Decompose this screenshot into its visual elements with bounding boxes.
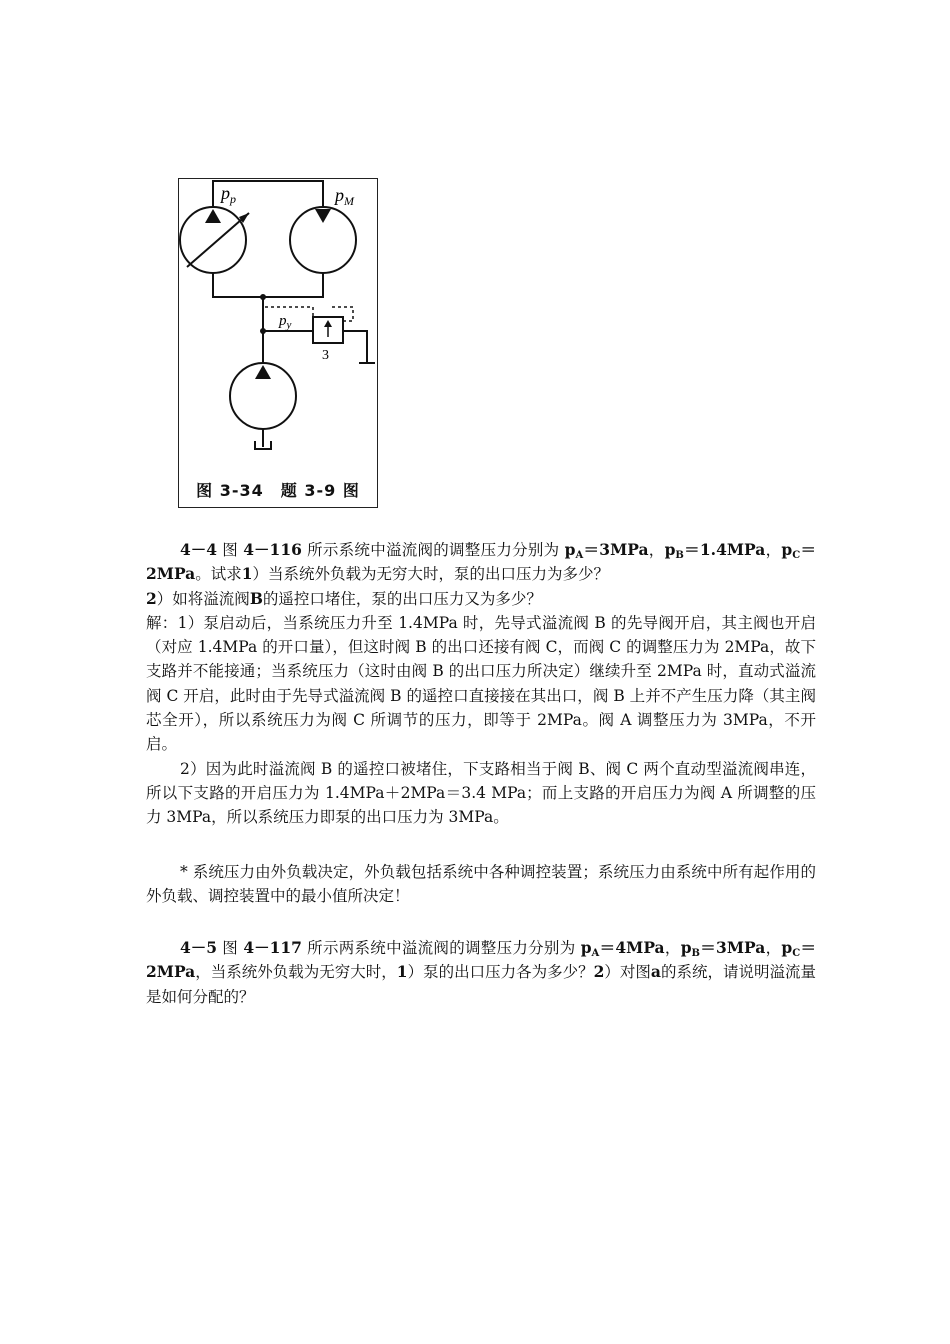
aux-pump-triangle — [255, 365, 271, 379]
pp-label: $p_p$ — [221, 183, 236, 206]
note — [146, 860, 816, 909]
circuit-diagram — [179, 179, 379, 479]
pump-triangle — [205, 209, 221, 223]
question-4-4: 4－4 图 4－116 所示系统中溢流阀的调整压力分别为 $p_A=3MPa$，$p_B=1.4MPa$，$p_C=2MPa$。试求1）当系统外负载为无穷大时，泵的出口压力为多少？ 2）如将溢流阀B的遥控口堵住，泵的出口压力又为多少？ 解：1）泵启动后，当系统压力升至 1.4MPa 时，先导式溢流阀 B 的先导阀开启，其主阀也开启（对应 1.4MPa 的开口量），但这时阀 B 的出口还接有阀 C，而阀 C 的调整压力为 2MPa，故下支路并不能接通；当系统压力（这时由阀 B 的出口压力所决定）继续升至 2MPa 时，直动式溢流阀 C 开启，此时由于先导式溢流阀 B 的遥控口直接接在其出口，阀 B 上并不产生压力降（其主阀芯全开），所以系统压力为阀 C 所调节的压力，即等于 2MPa。阀 A 调整压力为 3MPa，不开启。 2）因为此时溢流阀 B 的遥控口被堵住，下支路相当于阀 B、阀 C 两个直动型溢流阀串连，所以下支路的开启压力为 1.4MPa＋2MPa＝3.4 MPa；而上支路的开启压力为阀 A 所调整的压力 3MPa，所以系统压力即泵的出口压力为 3MPa。 — [146, 538, 816, 830]
pm-label: $p_M$ — [335, 185, 354, 208]
question-4-5: 4－5 图 4－117 所示两系统中溢流阀的调整压力分别为 $p_A=4MPa$，$p_B=3MPa$，$p_C=2MPa$，当系统外负载为无穷大时，1）泵的出口压力各为多少？2）对图a的系统，请说明溢流量是如何分配的？ — [146, 938, 816, 1006]
answer-paragraph-2: 2）因为此时溢流阀 B 的遥控口被堵住，下支路相当于阀 B、阀 C 两个直动型溢流阀串连，所以下支路的开启压力为 1.4MPa＋2MPa＝3.4 MPa；而上支路的开启压力为阀 A 所调整的压力 3MPa，所以系统压力即泵的出口压力为 3MPa。 — [146, 759, 816, 827]
question-number: 4－4 — [180, 540, 218, 559]
question-number: 4－5 — [180, 938, 218, 957]
valve-number-label: 3 — [322, 348, 329, 363]
figure-caption: 图 3-34 题 3-9 图 — [196, 481, 360, 500]
hydraulic-circuit-figure — [178, 178, 378, 508]
py-label: $p_y$ — [279, 313, 292, 331]
note-text: * 系统压力由外负载决定，外负载包括系统中各种调控装置；系统压力由系统中所有起作用的外负载、调控装置中的最小值所决定！ — [146, 863, 816, 906]
motor-triangle — [315, 209, 331, 223]
bottom-line — [213, 273, 323, 297]
answer-paragraph-1: 解：1）泵启动后，当系统压力升至 1.4MPa 时，先导式溢流阀 B 的先导阀开启，其主阀也开启（对应 1.4MPa 的开口量），但这时阀 B 的出口还接有阀 C，而阀 C 的调整压力为 2MPa，故下支路并不能接通；当系统压力（这时由阀 B 的出口压力所决定）继续升至 2MPa 时，直动式溢流阀 C 开启，此时由于先导式溢流阀 B 的遥控口直接接在其出口，阀 B 上并不产生压力降（其主阀芯全开），所以系统压力为阀 C 所调节的压力，即等于 2MPa。阀 A 调整压力为 3MPa，不开启。 — [146, 613, 816, 754]
